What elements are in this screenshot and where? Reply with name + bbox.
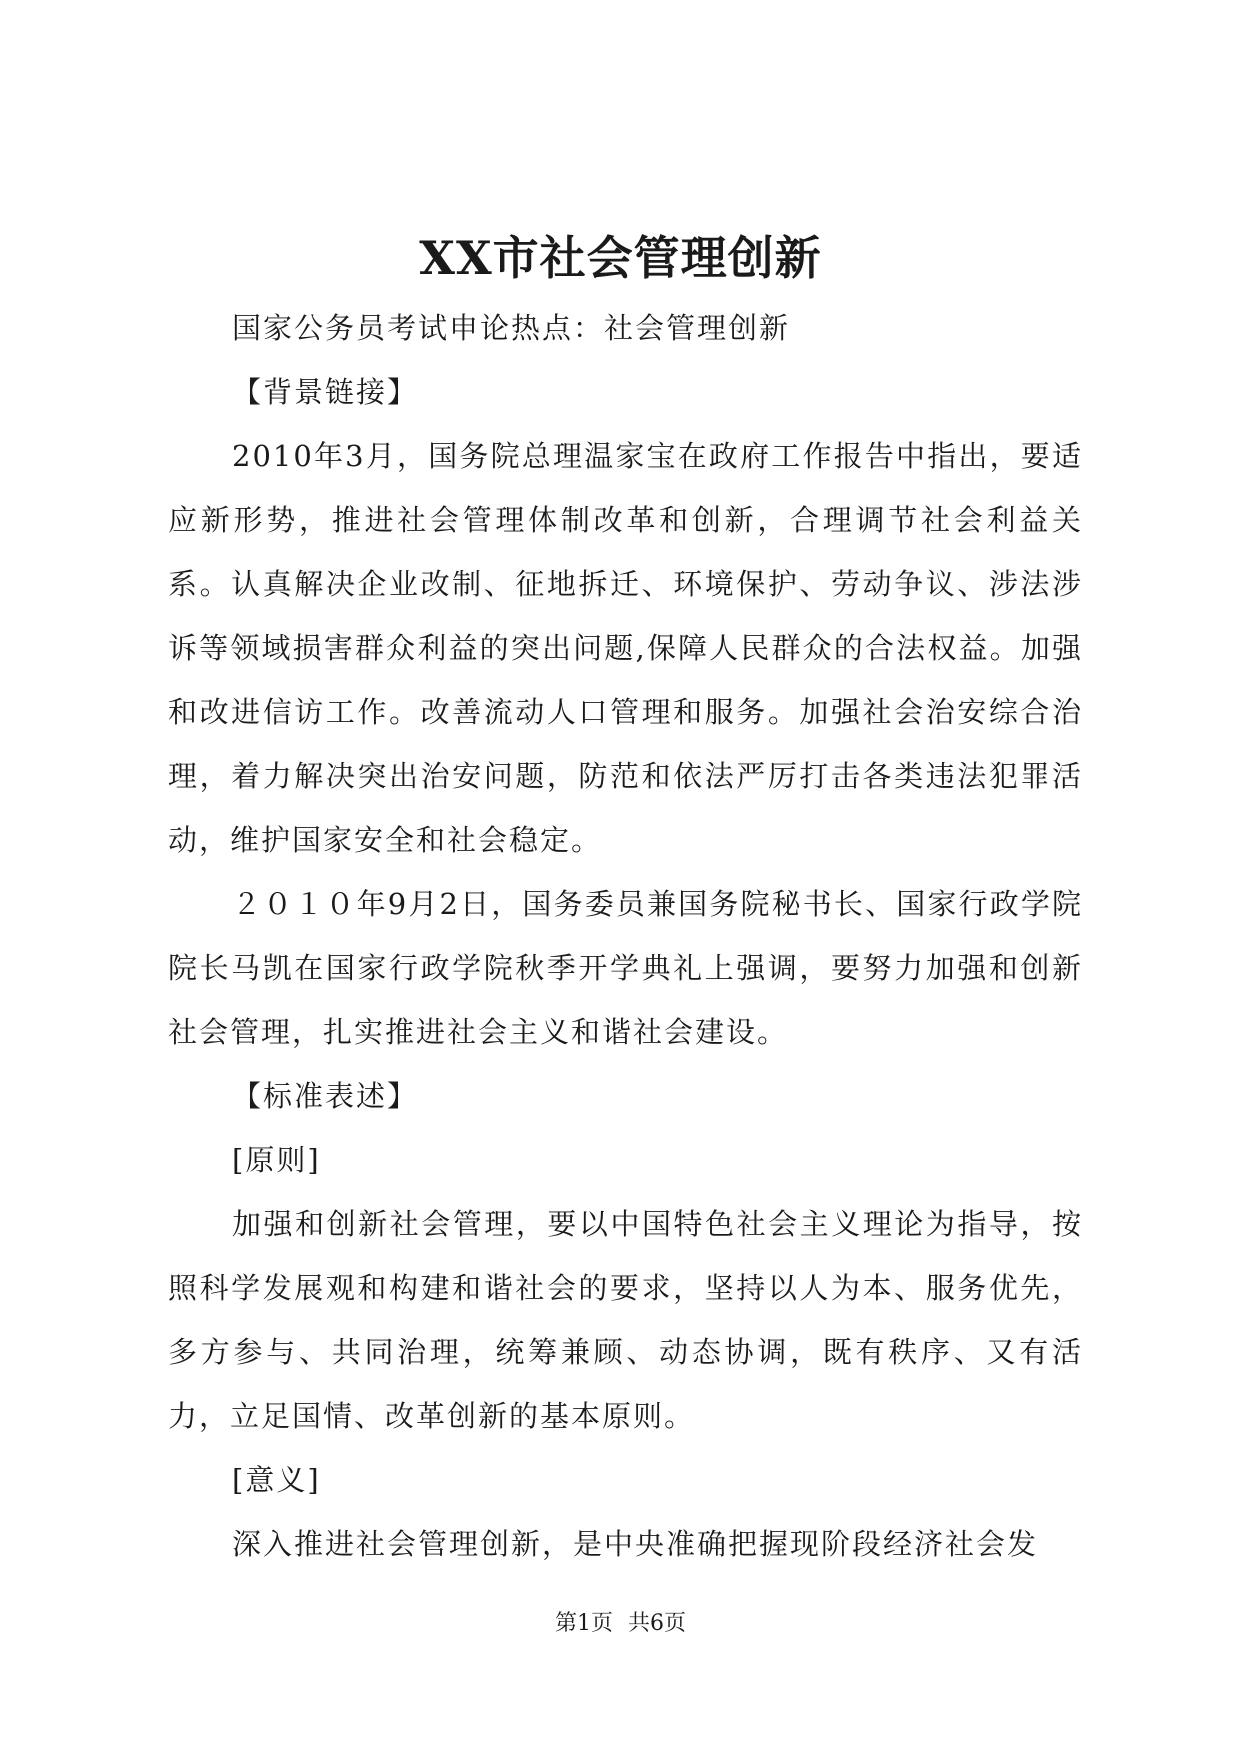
page-footer	[0, 1606, 1241, 1637]
document-body	[168, 296, 1083, 1576]
page-total: 共6页	[628, 1611, 686, 1636]
subheading-significance: [意义]	[232, 1463, 321, 1497]
subtitle-paragraph: 国家公务员考试申论热点：社会管理创新	[232, 311, 791, 345]
body-paragraph: 加强和创新社会管理，要以中国特色社会主义理论为指导，按照科学发展观和构建和谐社会的要求，坚持以人为本、服务优先，多方参与、共同治理，统筹兼顾、动态协调，既有秩序、又有活力，立足国情、改革创新的基本原则。	[168, 1207, 1083, 1433]
body-paragraph: ２０１０年9月2日，国务委员兼国务院秘书长、国家行政学院院长马凯在国家行政学院秋季开学典礼上强调，要努力加强和创新社会管理，扎实推进社会主义和谐社会建设。	[168, 887, 1083, 1049]
body-paragraph: 2010年3月，国务院总理温家宝在政府工作报告中指出，要适应新形势，推进社会管理体制改革和创新，合理调节社会利益关系。认真解决企业改制、征地拆迁、环境保护、劳动争议、涉法涉诉等领域损害群众利益的突出问题,保障人民群众的合法权益。加强和改进信访工作。改善流动人口管理和服务。加强社会治安综合治理，着力解决突出治安问题，防范和依法严厉打击各类违法犯罪活动，维护国家安全和社会稳定。	[168, 439, 1083, 857]
document-title: XX市社会管理创新	[419, 231, 822, 285]
subheading-principle: [原则]	[232, 1143, 321, 1177]
section-heading-background: 【背景链接】	[232, 375, 419, 409]
body-paragraph: 深入推进社会管理创新，是中央准确把握现阶段经济社会发	[232, 1527, 1039, 1561]
section-heading-standard: 【标准表述】	[232, 1079, 419, 1113]
page-number: 第1页	[555, 1611, 613, 1636]
